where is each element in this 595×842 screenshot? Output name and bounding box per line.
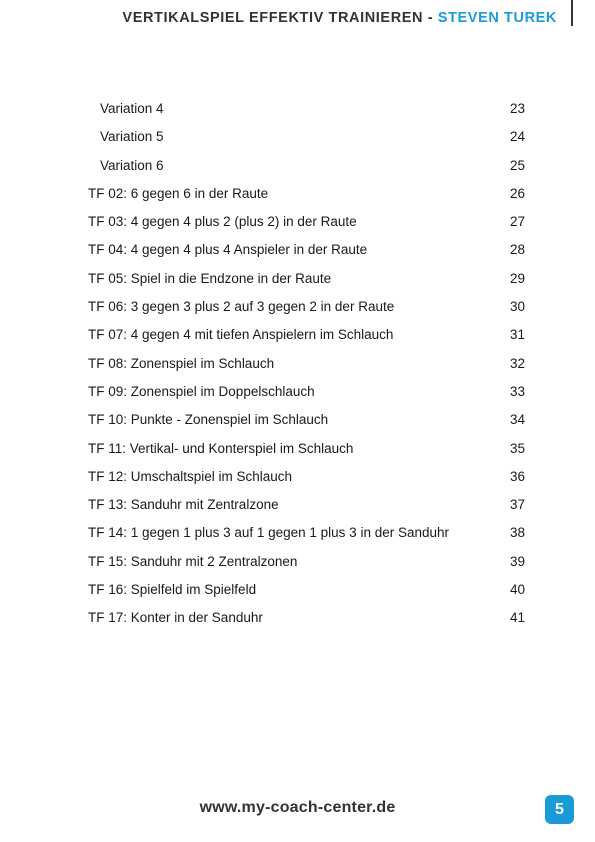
toc-entry-title: Variation 4 <box>100 101 164 116</box>
toc-entry <box>88 155 525 183</box>
toc-entry <box>88 239 525 267</box>
author-name: STEVEN TUREK <box>437 10 557 26</box>
footer-url: www.my-coach-center.de <box>199 799 396 816</box>
toc-entry <box>88 183 525 211</box>
toc-entry-page: 28 <box>509 242 525 258</box>
toc-entry <box>88 268 525 296</box>
toc-entry-page: 35 <box>509 440 525 456</box>
toc-entry-page: 29 <box>509 270 525 286</box>
toc-entry-title: TF 14: 1 gegen 1 plus 3 auf 1 gegen 1 plus 3 in der Sanduhr <box>88 525 450 541</box>
toc-entry <box>88 409 525 437</box>
toc-entry <box>88 579 525 607</box>
toc-entry <box>88 607 525 635</box>
toc-entry-page: 27 <box>509 214 525 230</box>
toc-entry-title: TF 11: Vertikal- und Konterspiel im Schlauch <box>88 440 354 456</box>
toc-entry-title: TF 05: Spiel in die Endzone in der Raute <box>88 270 332 286</box>
toc-entry-title: TF 16: Spielfeld im Spielfeld <box>88 582 257 598</box>
toc-entry-page: 25 <box>509 157 525 173</box>
toc-entry <box>88 381 525 409</box>
toc-entry-page: 30 <box>509 299 525 315</box>
toc-entry-page: 40 <box>509 582 525 598</box>
toc-entry <box>88 126 525 154</box>
toc-entry-title: TF 04: 4 gegen 4 plus 4 Anspieler in der Raute <box>88 242 368 258</box>
toc-entry-page: 26 <box>509 185 525 201</box>
header-rule <box>571 0 573 26</box>
toc-entry-page: 34 <box>509 412 525 428</box>
running-header <box>122 10 557 26</box>
toc-entry-page: 32 <box>509 355 525 371</box>
header-separator: - <box>423 10 438 26</box>
toc-entry-page: 36 <box>509 468 525 484</box>
toc-entry-title: TF 03: 4 gegen 4 plus 2 (plus 2) in der Raute <box>88 214 357 230</box>
toc-entry-title: TF 02: 6 gegen 6 in der Raute <box>88 185 269 201</box>
toc-entry-title: TF 10: Punkte - Zonenspiel im Schlauch <box>88 412 329 428</box>
toc-entry <box>88 211 525 239</box>
toc-entry <box>88 466 525 494</box>
book-title: VERTIKALSPIEL EFFEKTIV TRAINIEREN <box>122 10 424 26</box>
toc-entry-page: 33 <box>509 383 525 399</box>
toc-entry-page: 39 <box>509 553 525 569</box>
toc-entry-title: TF 07: 4 gegen 4 mit tiefen Anspielern im Schlauch <box>88 327 394 343</box>
toc-entry-title: TF 17: Konter in der Sanduhr <box>88 610 263 626</box>
toc-entry-title: TF 06: 3 gegen 3 plus 2 auf 3 gegen 2 in der Raute <box>88 299 395 315</box>
toc-entry <box>88 494 525 522</box>
toc-entry-title: Variation 5 <box>100 129 164 145</box>
toc-entry-page: 24 <box>509 129 525 145</box>
page-number-badge: 5 <box>545 795 574 824</box>
table-of-contents <box>88 98 525 636</box>
toc-entry-page: 41 <box>509 610 525 626</box>
toc-entry <box>88 324 525 352</box>
toc-entry-title: TF 12: Umschaltspiel im Schlauch <box>88 468 293 484</box>
toc-entry-title: TF 09: Zonenspiel im Doppelschlauch <box>88 383 315 399</box>
toc-entry-page: 37 <box>509 497 525 513</box>
toc-entry-title: TF 13: Sanduhr mit Zentralzone <box>88 497 279 513</box>
toc-entry <box>88 438 525 466</box>
toc-entry-title: Variation 6 <box>100 157 164 173</box>
toc-entry <box>88 522 525 550</box>
toc-entry <box>88 296 525 324</box>
toc-entry <box>88 551 525 579</box>
toc-entry <box>88 98 525 126</box>
toc-entry-page: 23 <box>509 101 525 116</box>
toc-entry <box>88 353 525 381</box>
toc-entry-page: 31 <box>509 327 525 343</box>
toc-entry-page: 38 <box>509 525 525 541</box>
toc-entry-title: TF 08: Zonenspiel im Schlauch <box>88 355 275 371</box>
toc-entry-title: TF 15: Sanduhr mit 2 Zentralzonen <box>88 553 298 569</box>
